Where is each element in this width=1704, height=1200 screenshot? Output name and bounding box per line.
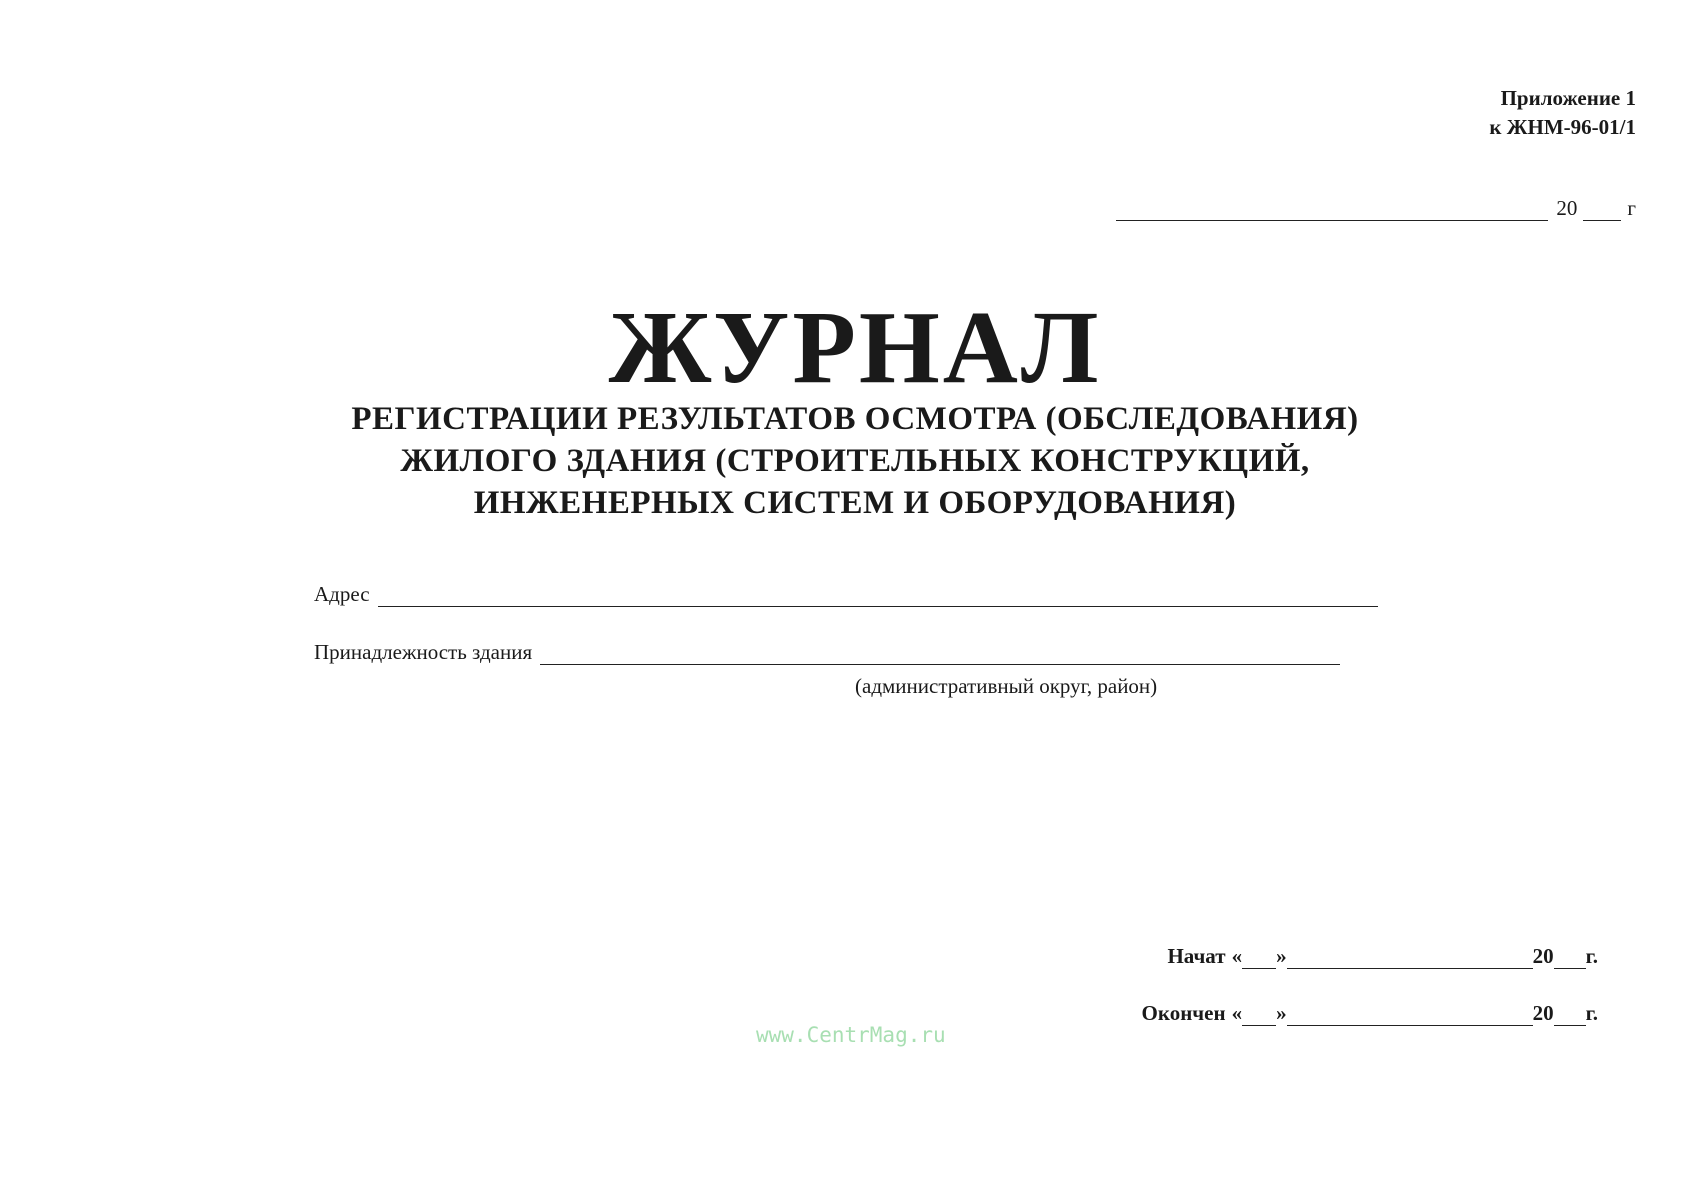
title-block bbox=[330, 290, 1380, 524]
ended-year-prefix: 20 bbox=[1532, 1001, 1554, 1025]
started-close-quote: » bbox=[1276, 944, 1287, 968]
watermark: www.CentrMag.ru bbox=[756, 1023, 946, 1047]
address-line bbox=[378, 588, 1378, 607]
ended-year-blank bbox=[1554, 1007, 1586, 1026]
started-label: Начат bbox=[1167, 944, 1226, 968]
ended-label: Окончен bbox=[1141, 1001, 1226, 1025]
address-label: Адрес bbox=[314, 582, 370, 606]
started-day-blank bbox=[1242, 950, 1276, 969]
subtitle-line-2: ЖИЛОГО ЗДАНИЯ (СТРОИТЕЛЬНЫХ КОНСТРУКЦИЙ, bbox=[400, 443, 1310, 479]
ended-open-quote: « bbox=[1231, 1001, 1243, 1025]
date-line bbox=[1116, 196, 1636, 221]
started-year-prefix: 20 bbox=[1532, 944, 1554, 968]
appendix-line-1: Приложение 1 bbox=[1500, 86, 1636, 110]
date-blank bbox=[1116, 200, 1548, 221]
ended-row bbox=[1142, 1001, 1598, 1026]
date-year-prefix: 20 bbox=[1556, 196, 1578, 220]
ended-month-blank bbox=[1287, 1007, 1533, 1026]
ownership-caption: (административный округ, район) bbox=[855, 674, 1158, 698]
ended-day-blank bbox=[1242, 1007, 1276, 1026]
subtitle-line-3: ИНЖЕНЕРНЫХ СИСТЕМ И ОБОРУДОВАНИЯ) bbox=[473, 485, 1237, 521]
ownership-line bbox=[540, 646, 1340, 665]
date-year-blank bbox=[1583, 200, 1621, 221]
ended-year-suffix: г. bbox=[1585, 1001, 1598, 1025]
appendix-note bbox=[1489, 84, 1636, 142]
ownership-field bbox=[314, 640, 1340, 665]
appendix-line-2: к ЖНМ-96-01/1 bbox=[1489, 115, 1636, 139]
started-row bbox=[1167, 944, 1598, 969]
started-month-blank bbox=[1287, 950, 1533, 969]
ownership-label: Принадлежность здания bbox=[314, 640, 533, 664]
page-title: ЖУРНАЛ bbox=[608, 290, 1102, 405]
started-open-quote: « bbox=[1231, 944, 1243, 968]
started-year-suffix: г. bbox=[1585, 944, 1598, 968]
address-field bbox=[314, 582, 1378, 607]
started-year-blank bbox=[1554, 950, 1586, 969]
subtitle-line-1: РЕГИСТРАЦИИ РЕЗУЛЬТАТОВ ОСМОТРА (ОБСЛЕДОВАНИЯ) bbox=[351, 401, 1359, 437]
date-year-suffix: г bbox=[1627, 196, 1636, 220]
ended-close-quote: » bbox=[1276, 1001, 1287, 1025]
